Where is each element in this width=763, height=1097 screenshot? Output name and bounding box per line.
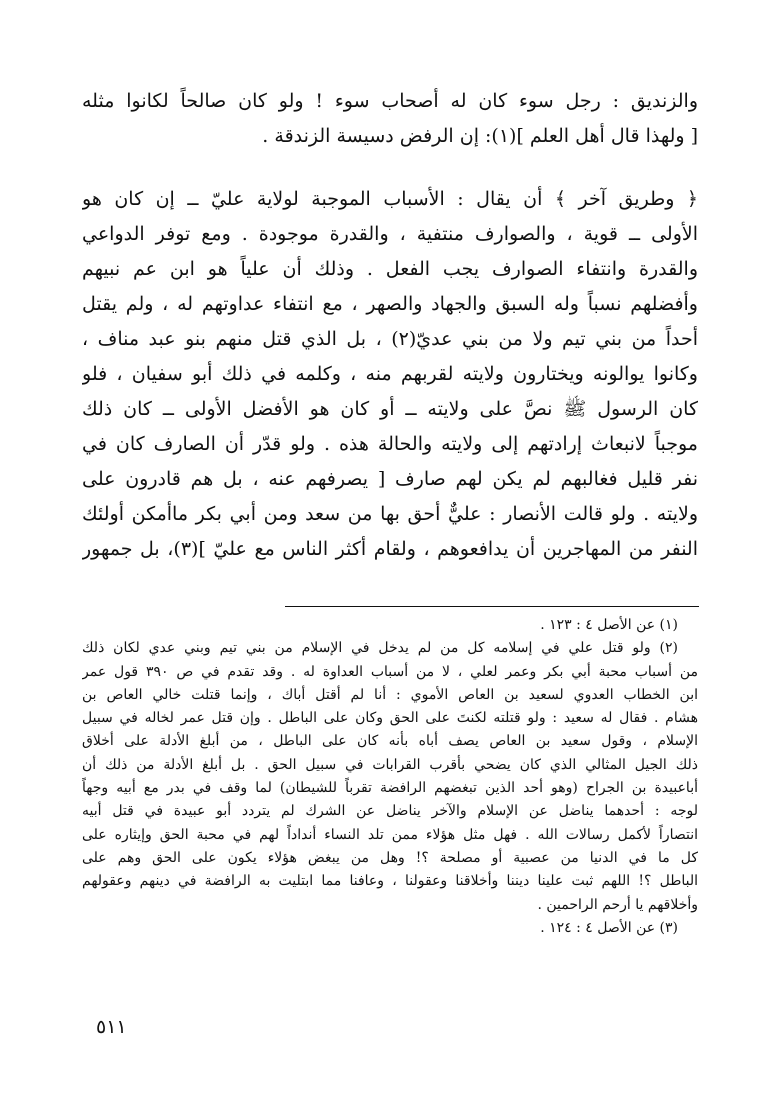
footnote-line: كل ما في الدنيا من عصبية أو مصلحة ؟! وهل من يبغض هؤلاء يكون على الحق وهم على	[82, 849, 698, 866]
text-line: كان الرسول ﷺ نصَّ على ولايته ــ أو كان هو الأفضل الأولى ــ كان ذلك	[82, 398, 698, 420]
footnote-line: أباعبيدة بن الجراح (وهو أحد الذين تبغضهم الرافضة تقرباً للشيطان) لما وقف في بدر مع أبيه وجهاً	[82, 780, 698, 797]
text-line: أحداً من بني تيم ولا من بني عديّ(٢) ، بل الذي قتل منهم بنو عبد مناف ،	[82, 328, 698, 350]
text-line: وكانوا يوالونه ويختارون ولايته لقربهم منه ، وكلمه في ذلك أبو سفيان ، فلو	[82, 363, 698, 385]
footnote-line: (٣) عن الأصل ٤ : ١٢٤ .	[540, 919, 678, 936]
page-number: ٥١١	[96, 1016, 127, 1038]
text-line: والقدرة وانتفاء الصوارف يجب الفعل . وذلك أن علياً هو ابن عم نبيهم	[82, 258, 698, 280]
text-line: موجباً لانبعاث إرادتهم إلى ولايته والحالة هذه . ولو قدّر أن الصارف كان في	[82, 433, 698, 455]
main-text	[82, 84, 698, 567]
footnote-line: (٢) ولو قتل علي في إسلامه كل من لم يدخل في الإسلام من بني تيم وبني عدي لكان ذلك	[82, 640, 678, 657]
text-line: ولايته . ولو قالت الأنصار : عليٌّ أحق بها من سعد ومن أبي بكر ماأمكن أولئك	[82, 503, 698, 525]
footnote-line: من أسباب محبة أبي بكر وعمر لعلي ، لا من أسباب العداوة له . وقد تقدم في ص ٣٩٠ قول عمر	[82, 663, 698, 680]
text-line: وأفضلهم نسباً وله السبق والجهاد والصهر ، مع انتفاء عداوتهم له ، ولم يقتل	[82, 293, 698, 315]
footnote-line: ابن الخطاب العدوي لسعيد بن العاص الأموي : أنا لم أقتل أباك ، وإنما قتلت خالي العاص بن	[82, 686, 698, 703]
text-line: ﴿ وطريق آخر ﴾ أن يقال : الأسباب الموجبة لولاية عليّ ــ إن كان هو	[82, 188, 698, 210]
text-line: نفر قليل فغالبهم لم يكن لهم صارف [ يصرفهم عنه ، بل هم قادرون على	[82, 468, 698, 490]
footnote-divider	[285, 606, 699, 607]
footnote-line: الإسلام ، وقول سعيد بن العاص يصف أباه بأنه كان على الباطل ، من أبلغ الأدلة على أخلاق	[82, 733, 698, 750]
footnote-line: هشام . فقال له سعيد : ولو قتلته لكنتَ على الحق وكان على الباطل . وإن قتل عمر لخاله في سبيل	[82, 710, 698, 727]
text-line: النفر من المهاجرين أن يدافعوهم ، ولقام أكثر الناس مع عليّ ](٣)، بل جمهور	[82, 538, 698, 560]
footnote-line: وأخلاقهم يا أرحم الراحمين .	[537, 896, 698, 913]
footnotes	[82, 614, 698, 940]
footnote-line: لوجه : أحدهما يناضل عن الإسلام والآخر يناضل عن الشرك لم يتردد أبو عبيدة في قتل أبيه	[82, 803, 698, 820]
text-line: الأولى ــ قوية ، والصوارف منتفية ، والقدرة موجودة . ومع توفر الدواعي	[82, 223, 698, 245]
footnote-line: الباطل ؟! اللهم ثبت علينا ديننا وأخلاقنا وعقولنا ، وعافنا مما ابتليت به الرافضة في دينهم وعقولهم	[82, 873, 698, 890]
footnote-line: ذلك الجيل المثالي الذي كان يضحي بأقرب القرابات في سبيل الحق . بل أبلغ الأدلة من ذلك أن	[82, 756, 698, 773]
footnote-line: (١) عن الأصل ٤ : ١٢٣ .	[540, 617, 678, 633]
footnote-line: انتصاراً لأكمل رسالات الله . فهل مثل هؤلاء ممن تلد النساء أنداداً لهم في محبة الحق وإيثاره على	[82, 826, 698, 843]
text-line: [ ولهذا قال أهل العلم ](١): إن الرفض دسيسة الزندقة .	[262, 125, 698, 147]
text-line: والزنديق : رجل سوء كان له أصحاب سوء ! ولو كان صالحاً لكانوا مثله	[82, 90, 698, 112]
